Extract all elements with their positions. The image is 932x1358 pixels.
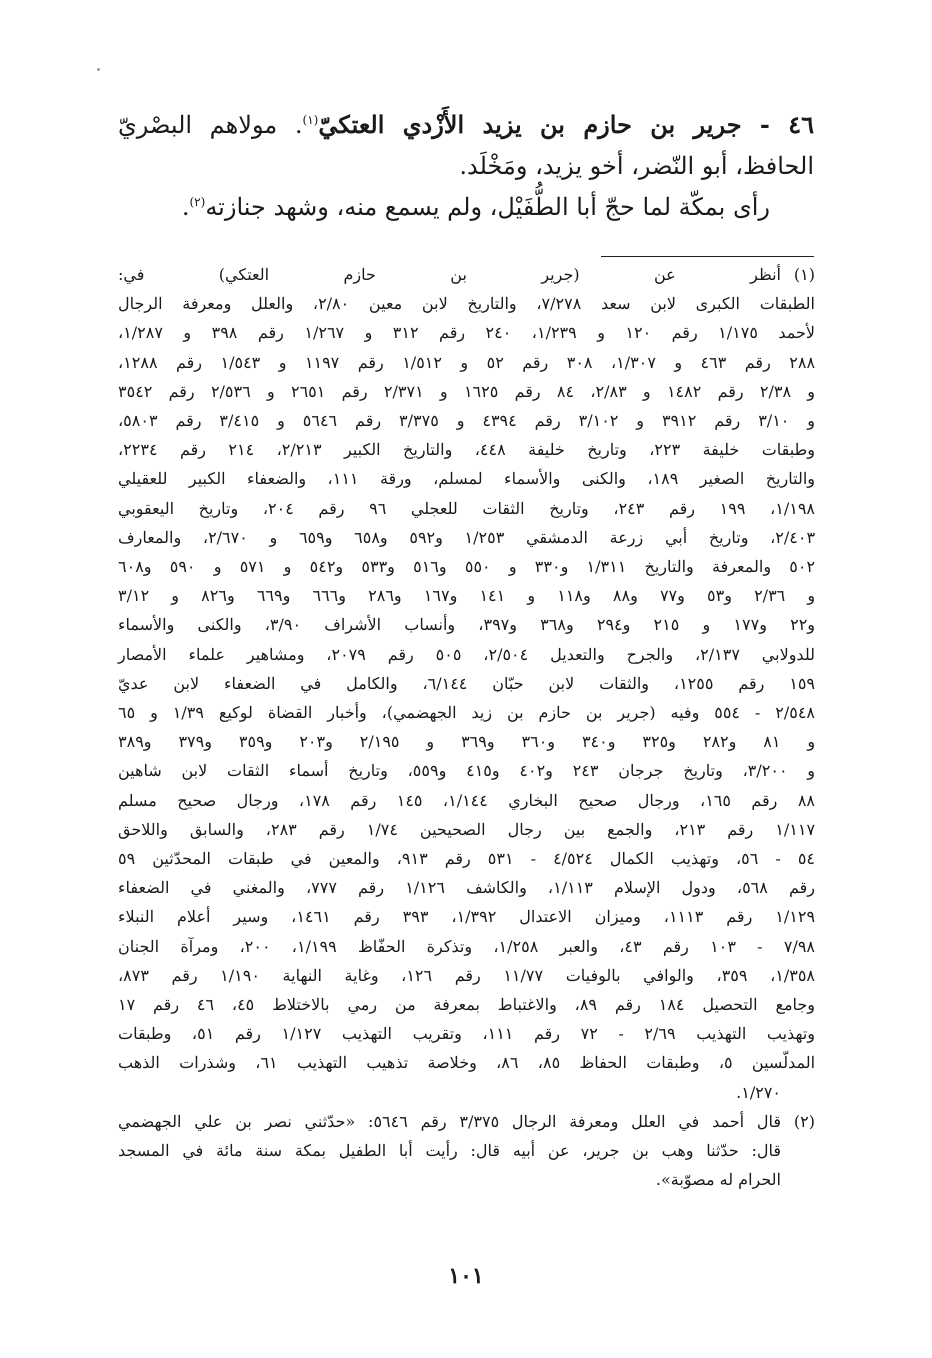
footnote-line: أنظر عن (جرير بن حازم العتكي) في: (118, 265, 781, 284)
footnote-line: وطبقات خليفة ٢٢٣، وتاريخ خليفة ٤٤٨، والتاريخ الكبير ٢/٢١٣، ٢١٤ رقم ٢٢٣٤، (118, 440, 816, 460)
entry-line-3-text: رأى بمكّة لما حجّ أبا الطُّفَيْل، ولم يسمع منه، وشهد جنازته (205, 193, 770, 221)
page-number: ١٠١ (448, 1263, 484, 1289)
footnote-line: للدولابي ٢/١٣٧، والجرح والتعديل ٢/٥٠٤، ٥٠٥ رقم ٢٠٧٩، ومشاهير علماء الأمصار (118, 644, 815, 664)
footnote-ref-1: (١) (302, 113, 319, 127)
footnote-2 (118, 1107, 815, 1195)
footnote-ref-2: (٢) (189, 195, 206, 209)
entry-number: ٤٦ (788, 110, 814, 139)
footnote-line: و ٢/٣٨ رقم ١٤٨٢ و ٢/٨٣، ٨٤ رقم ١٦٢٥ و ٢/٣٧١ رقم ٢٦٥١ و ٢/٥٣٦ رقم ٣٥٤٢ (118, 381, 816, 401)
footnote-line: و ٢/٣٦ و٥٣ و٧٧ و٨٨ و١١٨ و ١٤١ و١٦٧ و٢٨٦ و٦٦٦ و٦٦٩ و٨٢٦ و ٣/١٢ (118, 586, 816, 606)
entry-name: - جرير بن حازم بن يزيد الأَزْدي العتكيّ (318, 110, 789, 139)
footnote-line: ٥٠٢ والمعرفة والتاريخ ١/٣١١ و٣٣٠ و ٥٥٠ و٥١٦ و٥٣٣ و٥٤٢ و ٥٧١ و ٥٩٠ و٦٠٨ (118, 557, 816, 577)
footnote-line: رقم ٥٦٨، ودول الإسلام ١/١١٣، والكاشف ١/١٢٦ رقم ٧٧٧، والمغني في الضعفاء (118, 878, 815, 898)
footnote-line: ١/١٩٨، ١٩٩ رقم ٢٤٣، وتاريخ الثقات للعجلي ٩٦ رقم ٢٠٤، وتاريخ اليعقوبي (118, 498, 815, 518)
footnote-line: ٥٤ - ٥٦، وتهذيب الكمال ٤/٥٢٤ - ٥٣١ رقم ٩١٣، والمعين في طبقات المحدّثين ٥٩ (118, 849, 815, 869)
footnote-line: الحرام له مصوّبة». (655, 1170, 781, 1190)
footnote-line: و ٣/٢٠٠، وتاريخ جرجان ٢٤٣ و٤٠٢ و٤١٥ و٥٥٩، وتاريخ أسماء الثقات لابن شاهين (118, 761, 816, 781)
footnote-marker: (١) (793, 265, 815, 284)
footnote-line: الطبقات الكبرى لابن سعد ٧/٢٧٨، والتاريخ لابن معين ٢/٨٠، والعلل ومعرفة الرجال (118, 294, 816, 314)
footnote-line: قال: حدّثنا وهب بن جرير، عن أبيه قال: رأيت أبا الطفيل بمكة سنة مائة في المسجد (118, 1141, 781, 1161)
footnote-line: ١/٢٧٠. (736, 1082, 781, 1102)
scan-speck (97, 68, 100, 71)
footnote-line: ٧/٩٨ - ١٠٣ رقم ٤٣، والعبر ١/٢٥٨، وتذكرة الحفّاظ ١/١٩٩، ٢٠٠، ومرآة الجنان (118, 936, 816, 956)
footnote-line: ١/٣٥٨، ٣٥٩، والوافي بالوفيات ١١/٧٧ رقم ١٢٦، وغاية النهاية ١/١٩٠ رقم ٨٧٣، (118, 965, 815, 985)
entry-line-2: الحافظ، أبو النّضر، أخو يزيد، ومَخْلَد. (459, 152, 814, 180)
footnote-line: ٢٨٨ رقم ٤٦٣ و ١/٣٠٧، ٣٠٨ رقم ٥٢ و ١/٥١٢ رقم ١١٩٧ و ١/٥٤٣ رقم ١٢٨٨، (118, 352, 816, 372)
footnote-line: ٨٨ رقم ١٦٥، ورجال صحيح البخاري ١/١٤٤، ١٤٥ رقم ١٧٨، ورجال صحيح مسلم (118, 790, 815, 810)
footnote-line: المدلّسين ٥، وطبقات الحفاظ ٨٥، ٨٦، وخلاصة تذهيب التهذيب ٦١، وشذرات الذهب (118, 1053, 816, 1073)
footnote-separator (601, 256, 814, 257)
footnote-line: ١/١٢٩ رقم ١١١٣، وميزان الاعتدال ١/٣٩٢، ٣٩٣ رقم ١٤٦١، وسير أعلام النبلاء (118, 907, 816, 927)
footnote-line: و ٣/١٠ رقم ٣٩١٢ و ٣/١٠٢ رقم ٤٣٩٤ و ٣/٣٧٥ رقم ٥٦٤٦ و ٣/٤١٥ رقم ٥٨٠٣، (118, 411, 816, 431)
footnote-line: ١/١١٧ رقم ٢١٣، والجمع بين رجال الصحيحين ١/٧٤ رقم ٢٨٣، والسابق واللاحق (118, 819, 816, 839)
entry-block (118, 104, 814, 228)
footnotes (118, 260, 815, 1195)
footnote-line: قال أحمد في العلل ومعرفة الرجال ٣/٣٧٥ رقم ٥٦٤٦: «حدّثني نصر بن علي الجهضمي (118, 1111, 781, 1131)
footnote-line: ٢/٥٤٨ - ٥٥٤ وفيه (جرير بن حازم بن زيد الجهضمي)، وأخبار القضاة لوكيع ١/٣٩ و ٦٥ (118, 703, 815, 723)
footnote-1 (118, 260, 815, 1107)
entry-line-3-end: . (181, 193, 190, 221)
footnote-line: وجامع التحصيل ١٨٤ رقم ٨٩، والاغتباط بمعرفة من رمي بالاختلاط ٤٥، ٤٦ رقم ١٧ (118, 995, 816, 1015)
footnote-marker: (٢) (793, 1111, 815, 1131)
entry-heading-line (118, 104, 814, 146)
footnote-line: لأحمد ١/١٧٥ رقم ١٢٠ و ١/٢٣٩، ٢٤٠ رقم ٣١٢ و ١/٢٦٧ رقم ٣٩٨ و ١/٢٨٧، (118, 323, 816, 343)
entry-line-3 (118, 187, 814, 228)
footnote-line: و٢٢ و١٧٧ و ٢١٥ و٢٩٤ و٣٦٨ و٣٩٧، وأنساب الأشراف ٣/٩٠، والكنى والأسماء (118, 615, 816, 635)
entry-heading-tail: . مولاهم البصْريّ (118, 111, 303, 139)
footnote-line: ٢/٤٠٣، وتاريخ أبي زرعة الدمشقي ١/٢٥٣ و٥٩٢ و٦٥٨ و٦٥٩ و ٢/٦٧٠، والمعارف (118, 527, 816, 547)
footnote-line: و ٨١ و٢٨٢ و٣٢٥ و٣٤٠ و٣٦٠ و٣٦٩ و ٢/١٩٥ و٢٠٣ و٣٥٩ و٣٧٩ و٣٨٩ (118, 732, 816, 752)
footnote-line: ١٥٩ رقم ١٢٥٥، والثقات لابن حبّان ٦/١٤٤، والكامل في الضعفاء لابن عديّ (118, 673, 816, 693)
footnote-line: والتاريخ الصغير ١٨٩، والكنى والأسماء لمسلم، ورقة ١١١، والضعفاء الكبير للعقيلي (118, 469, 816, 489)
footnote-line: وتهذيب التهذيب ٢/٦٩ - ٧٢ رقم ١١١، وتقريب التهذيب ١/١٢٧ رقم ٥١، وطبقات (118, 1024, 815, 1044)
